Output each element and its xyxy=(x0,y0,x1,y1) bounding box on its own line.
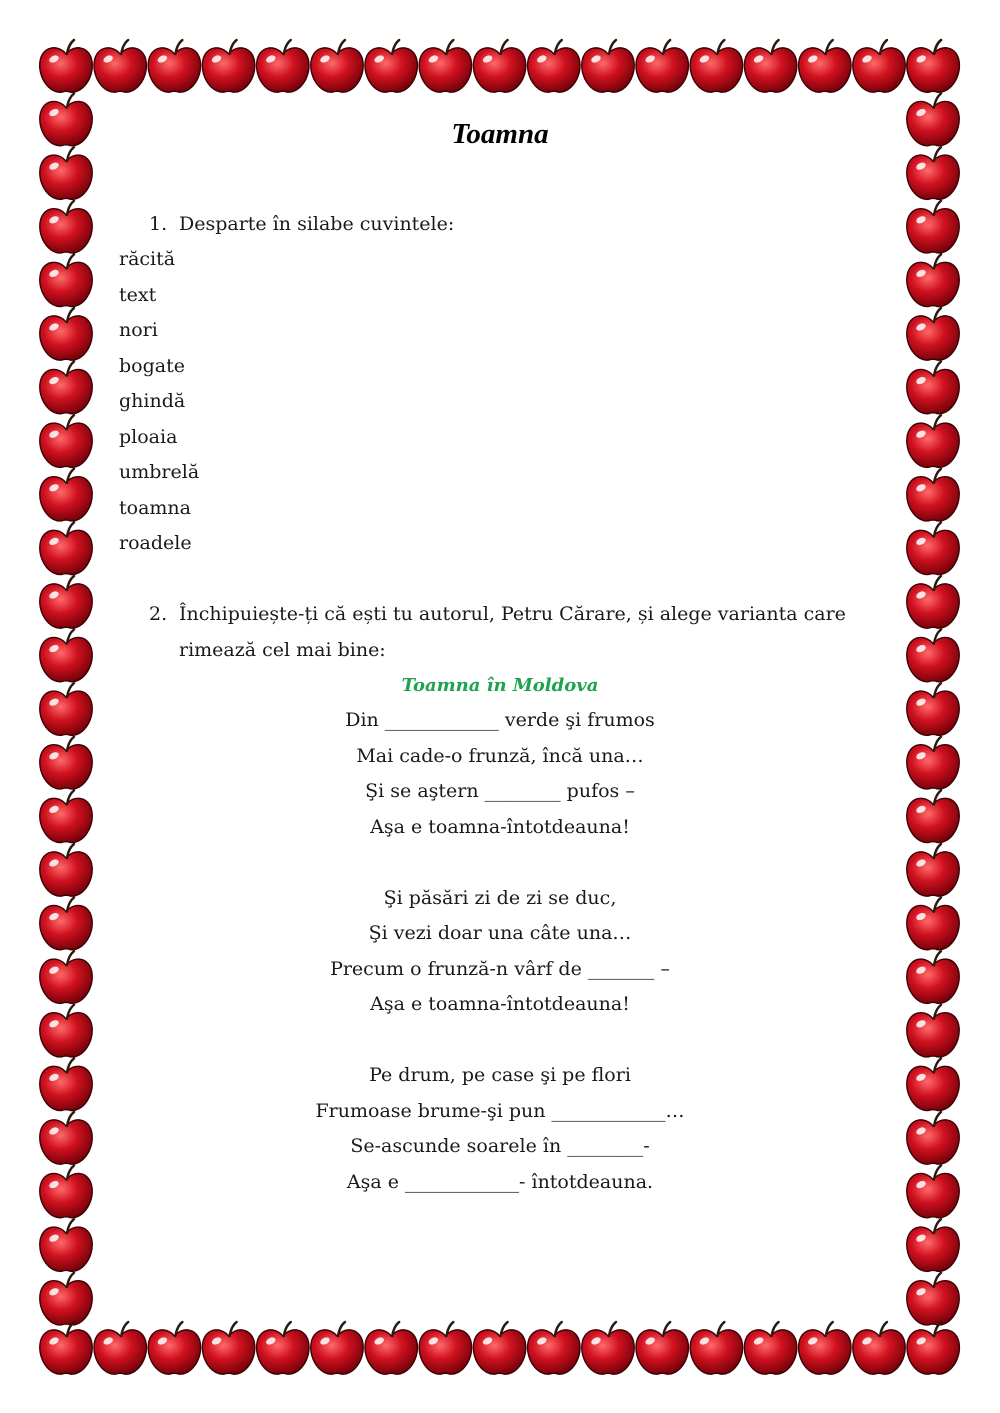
poem-line: Mai cade-o frunză, încă una… xyxy=(356,744,644,767)
poem-line: Pe drum, pe case şi pe flori xyxy=(369,1064,631,1086)
poem xyxy=(0,703,1000,1200)
poem-line: Aşa e ____________- întotdeauna. xyxy=(346,1170,654,1193)
exercise-2-number: 2. xyxy=(149,603,168,625)
exercise-1-instruction xyxy=(149,207,454,243)
list-item: umbrelă xyxy=(119,461,200,483)
poem-line: Din ____________ verde şi frumos xyxy=(345,709,655,731)
exercise-2-text-line-1: Închipuiește-ți că ești tu autorul, Petru Cărare, și alege varianta care xyxy=(179,603,846,625)
poem-line: Aşa e toamna-întotdeauna! xyxy=(370,815,630,838)
list-item: ploaia xyxy=(119,425,178,448)
poem-line: Aşa e toamna-întotdeauna! xyxy=(370,993,630,1015)
list-item: răcită xyxy=(119,248,176,270)
list-item: bogate xyxy=(119,354,185,377)
exercise-1-number: 1. xyxy=(149,213,168,235)
poem-line: Precum o frunză-n vârf de _______ – xyxy=(330,957,670,980)
exercise-1-text: Desparte în silabe cuvintele: xyxy=(179,213,455,235)
poem-line xyxy=(0,1023,1000,1059)
list-item: ghindă xyxy=(119,390,186,412)
poem-line: Şi se aştern ________ pufos – xyxy=(365,780,635,802)
exercise-2-text-line-2: rimează cel mai bine: xyxy=(179,638,386,661)
list-item: nori xyxy=(119,319,158,341)
page-title: Toamna xyxy=(451,118,549,150)
poem-line: Frumoase brume-şi pun ____________… xyxy=(315,1099,685,1122)
list-item: text xyxy=(119,283,157,306)
poem-line xyxy=(0,845,1000,881)
poem-line: Se-ascunde soarele în ________- xyxy=(350,1135,650,1157)
poem-line: Şi vezi doar una câte una… xyxy=(368,922,632,944)
word-list xyxy=(119,242,199,562)
list-item: toamna xyxy=(119,496,191,519)
poem-line: Şi păsări zi de zi se duc, xyxy=(383,886,617,909)
exercise-2-instruction xyxy=(149,597,869,668)
poem-title: Toamna în Moldova xyxy=(401,675,599,696)
list-item: roadele xyxy=(119,532,192,554)
